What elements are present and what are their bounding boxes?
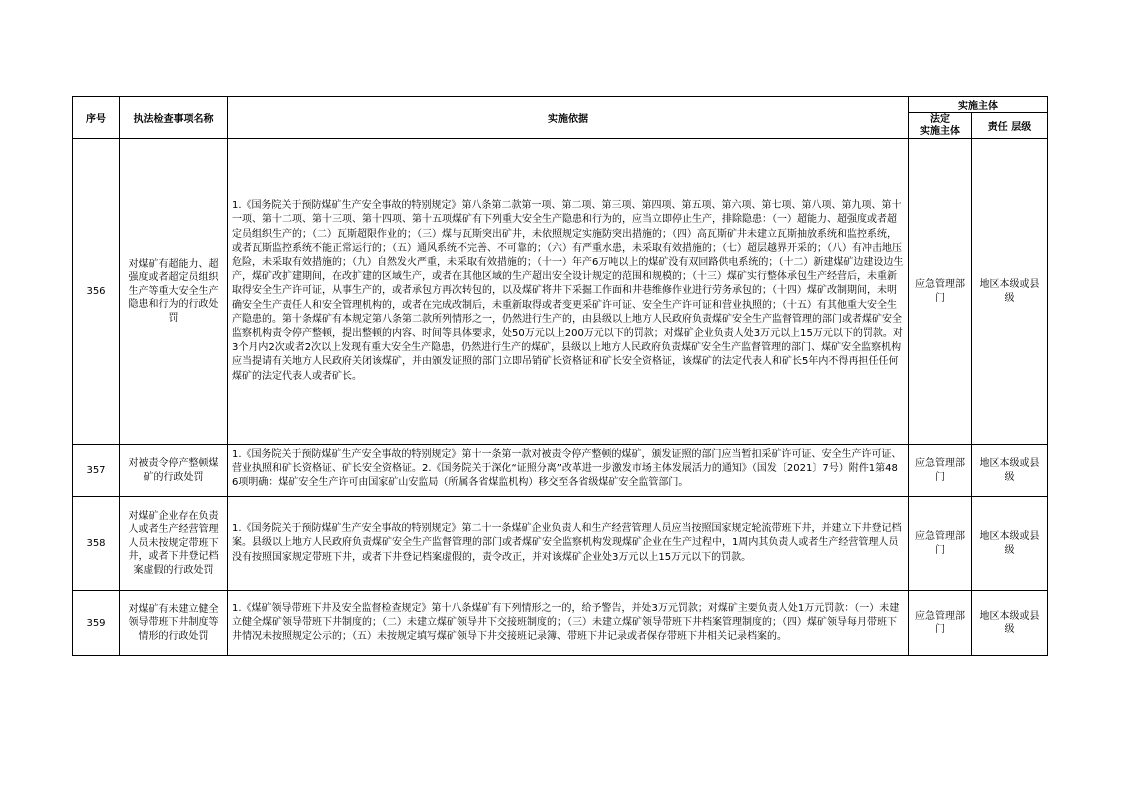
table-row <box>73 497 1048 591</box>
row-level: 地区本级或县级 <box>972 445 1048 497</box>
table-row <box>73 591 1048 656</box>
row-subject: 应急管理部门 <box>909 139 972 445</box>
row-item-name: 对煤矿企业存在负责人或者生产经营管理人员未按规定带班下井，或者下井登记档案虚假的行政处罚 <box>120 497 228 591</box>
header-subject-group: 实施主体 <box>909 97 1048 113</box>
table-row <box>73 445 1048 497</box>
header-item-name: 执法检查事项名称 <box>120 97 228 139</box>
row-subject: 应急管理部门 <box>909 591 972 656</box>
row-item-name: 对煤矿有超能力、超强度或者超定员组织生产等重大安全生产隐患和行为的行政处罚 <box>120 139 228 445</box>
row-seq: 359 <box>73 591 120 656</box>
header-row-1 <box>73 97 1048 113</box>
row-subject: 应急管理部门 <box>909 497 972 591</box>
row-level: 地区本级或县级 <box>972 497 1048 591</box>
row-basis: 1.《煤矿领导带班下井及安全监督检查规定》第十八条煤矿有下列情形之一的，给予警告，并处3万元罚款；对煤矿主要负责人处1万元罚款：（一）未建立健全煤矿领导带班下井制度的；（二）未建立煤矿领导井下交接班制度的；（三）未建立煤矿领导带班下井档案管理制度的；（四）煤矿领导每月带班下井情况未按照规定公示的；（五）未按规定填写煤矿领导下井交接班记录簿、带班下井记录或者保存带班下井相关记录档案的。 <box>228 591 909 656</box>
row-basis: 1.《国务院关于预防煤矿生产安全事故的特别规定》第十一条第一款对被责令停产整顿的煤矿，颁发证照的部门应当暂扣采矿许可证、安全生产许可证、营业执照和矿长资格证、矿长安全资格证。2.《国务院关于深化“证照分离”改革进一步激发市场主体发展活力的通知》（国发〔2021〕7号）附件1第486项明确：煤矿安全生产许可由国家矿山安监局（所属各省煤监机构）移交至各省级煤矿安全监管部门。 <box>232 449 902 489</box>
row-basis: 1.《国务院关于预防煤矿生产安全事故的特别规定》第八条第二款第一项、第二项、第三项、第四项、第五项、第六项、第七项、第八项、第九项、第十一项、第十二项、第十三项、第十四项、第十五项煤矿有下列重大安全生产隐患和行为的，应当立即停止生产，排除隐患：（一）超能力、超强度或者超定员组织生产的；（二）瓦斯超限作业的；（三）煤与瓦斯突出矿井，未依照规定实施防突出措施的；（四）高瓦斯矿井未建立瓦斯抽放系统和监控系统，或者瓦斯监控系统不能正常运行的；（五）通风系统不完善、不可靠的；（六）有严重水患，未采取有效措施的；（七）超层越界开采的；（八）有冲击地压危险，未采取有效措施的；（九）自然发火严重，未采取有效措施的；（十一）年产6万吨以上的煤矿没有双回路供电系统的；（十二）新建煤矿边建设边生产，煤矿改扩建期间，在改扩建的区域生产，或者在其他区域的生产超出安全设计规定的范围和规模的；（十三）煤矿实行整体承包生产经营后，未重新取得安全生产许可证，从事生产的，或者承包方再次转包的，以及煤矿将井下采掘工作面和井巷维修作业进行劳务承包的；（十四）煤矿改制期间，未明确安全生产责任人和安全管理机构的，或者在完成改制后，未重新取得或者变更采矿许可证、安全生产许可证和营业执照的；（十五）有其他重大安全生产隐患的。第十条煤矿有本规定第八条第二款所列情形之一，仍然进行生产的，由县级以上地方人民政府负责煤矿安全生产监督管理的部门或者煤矿安全监察机构责令停产整顿，提出整顿的内容、时间等具体要求，处50万元以上200万元以下的罚款；对煤矿企业负责人处3万元以上15万元以下的罚款。对3个月内2次或者2次以上发现有重大安全生产隐患，仍然进行生产的煤矿，县级以上地方人民政府负责煤矿安全生产监督管理的部门、煤矿安全监察机构应当提请有关地方人民政府关闭该煤矿，并由颁发证照的部门立即吊销矿长资格证和矿长安全资格证，该煤矿的法定代表人和矿长5年内不得再担任任何煤矿的法定代表人或者矿长。 <box>228 139 909 445</box>
row-item-name: 对被责令停产整顿煤矿的行政处罚 <box>120 445 228 497</box>
row-seq: 356 <box>73 139 120 445</box>
row-level: 地区本级或县级 <box>972 591 1048 656</box>
row-item-name: 对煤矿有未建立健全领导带班下井制度等情形的行政处罚 <box>120 591 228 656</box>
row-seq: 357 <box>73 445 120 497</box>
header-level: 责任 层级 <box>972 113 1048 139</box>
row-basis: 1.《国务院关于预防煤矿生产安全事故的特别规定》第二十一条煤矿企业负责人和生产经营管理人员应当按照国家规定轮流带班下井，并建立下井登记档案。县级以上地方人民政府负责煤矿安全生产监督管理的部门或者煤矿安全监察机构发现煤矿企业在生产过程中，1周内其负责人或者生产经营管理人员没有按照国家规定带班下井，或者下井登记档案虚假的，责令改正，并对该煤矿企业处3万元以上15万元以下的罚款。 <box>228 497 909 591</box>
row-seq: 358 <box>73 497 120 591</box>
row-subject: 应急管理部门 <box>909 445 972 497</box>
header-basis: 实施依据 <box>228 97 909 139</box>
header-seq: 序号 <box>73 97 120 139</box>
table-row <box>73 139 1048 445</box>
row-level: 地区本级或县级 <box>972 139 1048 445</box>
enforcement-items-table <box>72 96 1048 656</box>
header-legal-subject: 法定 实施主体 <box>909 113 972 139</box>
